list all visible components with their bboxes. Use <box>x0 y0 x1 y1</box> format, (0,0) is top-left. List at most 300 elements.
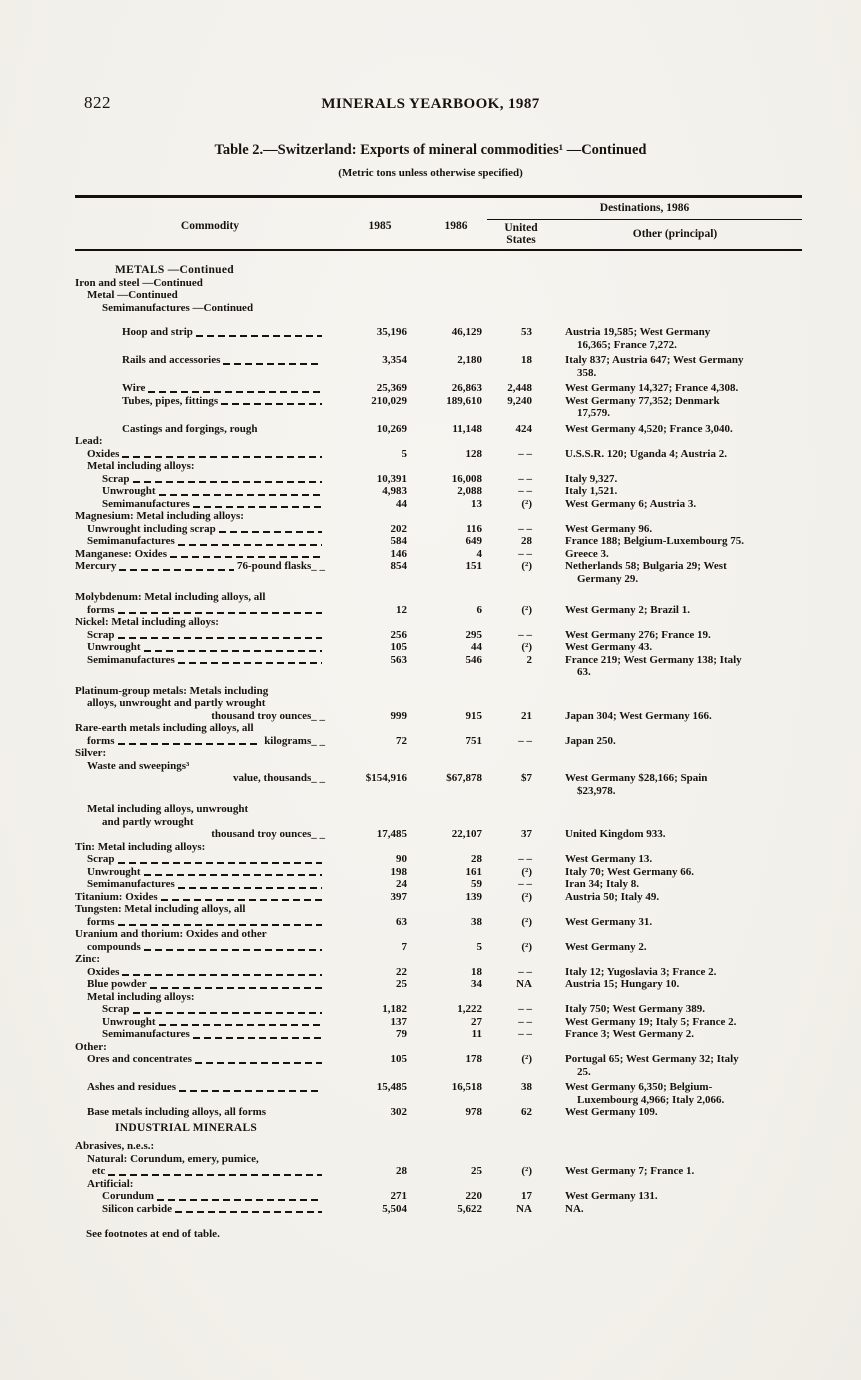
commodity-cell <box>75 941 325 954</box>
value-us-1986: – – <box>518 965 532 978</box>
table-row <box>75 1153 802 1166</box>
value-1985: 4,983 <box>382 485 407 497</box>
table-row <box>75 1190 802 1203</box>
destinations-other-cell <box>565 916 802 929</box>
table-row <box>75 966 802 979</box>
destinations-other-cell <box>565 1203 802 1216</box>
commodity-cell <box>75 966 325 979</box>
destinations-other-cell <box>565 548 802 561</box>
commodity-cell <box>75 423 325 436</box>
value-1986: 25 <box>471 1165 482 1177</box>
destination-line: 63. <box>577 666 591 678</box>
table-subtitle: (Metric tons unless otherwise specified) <box>338 167 523 179</box>
value-1986: 59 <box>471 878 482 890</box>
destinations-other-cell <box>565 1028 802 1041</box>
commodity-label: Platinum-group metals: Metals including <box>75 684 269 697</box>
value-1985: 854 <box>390 560 407 572</box>
destinations-other-cell <box>565 772 802 797</box>
destinations-other-cell <box>565 891 802 904</box>
table-row <box>75 560 802 585</box>
value-1985: 3,354 <box>382 354 407 366</box>
value-1986: 295 <box>465 628 482 641</box>
commodity-cell <box>75 591 325 604</box>
commodity-cell <box>75 978 325 991</box>
dash-leader <box>223 363 322 365</box>
value-1985: 17,485 <box>376 828 407 840</box>
value-us-1986: – – <box>518 522 532 535</box>
table-row <box>75 473 802 486</box>
destination-line: Germany 29. <box>577 572 639 585</box>
commodity-cell <box>75 928 325 941</box>
page-number: 822 <box>84 93 111 112</box>
destination-line: West Germany 131. <box>565 1190 658 1202</box>
value-1986: 26,863 <box>451 382 482 394</box>
destination-line: West Germany 96. <box>565 522 653 535</box>
value-us-1986: – – <box>518 447 532 460</box>
commodity-cell <box>75 395 325 408</box>
value-1986: 34 <box>471 978 482 990</box>
destination-line: 358. <box>577 366 597 379</box>
value-us-1986: – – <box>518 485 532 497</box>
table-row <box>75 1081 802 1106</box>
value-us-1986: 53 <box>521 326 532 338</box>
destination-line: France 3; West Germany 2. <box>565 1028 695 1040</box>
value-1985: 28 <box>396 1165 407 1177</box>
dash-leader <box>175 1211 322 1213</box>
table-row <box>75 760 802 773</box>
value-us-1986: 37 <box>521 828 532 840</box>
table-row <box>75 485 802 498</box>
commodity-label: Tubes, pipes, fittings <box>122 394 219 407</box>
value-1986: 1,222 <box>457 1003 482 1015</box>
destinations-other-cell <box>565 395 802 420</box>
value-1986: 178 <box>465 1053 482 1065</box>
value-1986: 46,129 <box>451 326 482 338</box>
commodity-cell <box>75 803 325 816</box>
commodity-cell <box>75 816 325 829</box>
commodity-label: Scrap <box>87 853 115 865</box>
commodity-label: Iron and steel —Continued <box>75 276 203 289</box>
table-row <box>75 803 802 816</box>
commodity-cell <box>75 1081 325 1094</box>
value-us-1986: 21 <box>521 709 532 722</box>
value-1986: 18 <box>471 965 482 978</box>
dash-leader <box>122 974 322 976</box>
commodity-cell <box>75 735 325 748</box>
table-row <box>75 641 802 654</box>
column-header-commodity: Commodity <box>180 220 240 232</box>
value-1985: 271 <box>390 1190 407 1202</box>
commodity-label: Nickel: Metal including alloys: <box>75 616 219 628</box>
commodity-cell <box>75 953 325 966</box>
value-1985: 584 <box>390 535 407 547</box>
table-row <box>75 277 802 290</box>
commodity-label: Manganese: Oxides <box>75 547 167 560</box>
commodity-label: Unwrought <box>102 1015 156 1028</box>
value-us-1986: NA <box>516 1202 532 1215</box>
commodity-cell <box>75 302 325 315</box>
commodity-cell <box>75 1028 325 1041</box>
value-1985: 146 <box>390 547 407 560</box>
table-row <box>75 1016 802 1029</box>
commodity-label: and partly wrought <box>102 815 194 828</box>
commodity-label: Magnesium: Metal including alloys: <box>75 510 244 522</box>
table-row <box>75 289 802 302</box>
commodity-cell <box>75 866 325 879</box>
commodity-label: Uranium and thorium: Oxides and other <box>75 928 267 940</box>
commodity-label: Waste and sweepings³ <box>87 759 190 772</box>
commodity-cell <box>75 326 325 339</box>
destinations-other-cell <box>565 498 802 511</box>
dash-leader <box>179 1090 322 1092</box>
commodity-label: Semimanufactures <box>87 535 175 547</box>
dash-leader <box>118 743 262 745</box>
table-row <box>75 722 802 735</box>
destination-line: West Germany 2. <box>565 940 647 953</box>
commodity-label: forms <box>87 734 115 747</box>
table-row <box>75 916 802 929</box>
column-header-1986: 1986 <box>444 220 468 232</box>
united-states-line2: States <box>506 233 536 246</box>
commodity-label: etc <box>92 1165 106 1177</box>
destinations-other-cell <box>565 828 802 841</box>
table-row <box>75 382 802 395</box>
value-us-1986: – – <box>518 472 532 485</box>
value-1985: 202 <box>390 522 407 535</box>
destinations-other-cell <box>565 641 802 654</box>
table-row <box>75 991 802 1004</box>
destinations-other-cell <box>565 1165 802 1178</box>
value-1985: 10,269 <box>376 422 407 435</box>
value-us-1986: – – <box>518 1015 532 1028</box>
value-us-1986: (²) <box>521 940 532 953</box>
value-1985: 105 <box>390 1053 407 1065</box>
value-1985: 24 <box>396 878 407 890</box>
dash-leader <box>133 1012 323 1014</box>
commodity-cell <box>75 1140 325 1153</box>
destination-line: West Germany 2; Brazil 1. <box>565 603 690 616</box>
value-1985: 210,029 <box>371 394 407 407</box>
destination-line: Italy 837; Austria 647; West Germany <box>565 354 744 366</box>
destinations-other-cell <box>565 1106 802 1119</box>
table-title: Table 2.—Switzerland: Exports of mineral commodities¹ —Continued <box>214 142 647 158</box>
commodity-label: forms <box>87 603 115 616</box>
section-row <box>75 1122 802 1135</box>
destination-line: Iran 34; Italy 8. <box>565 878 639 890</box>
column-header-1985: 1985 <box>368 220 392 232</box>
destination-line: Portugal 65; West Germany 32; Italy <box>565 1053 739 1065</box>
value-1986: 16,518 <box>451 1081 482 1093</box>
table-row <box>75 354 802 379</box>
commodity-label: Ores and concentrates <box>87 1053 192 1065</box>
value-1985: $154,916 <box>365 772 407 784</box>
value-us-1986: 424 <box>515 422 532 435</box>
value-us-1986: 9,240 <box>507 394 532 407</box>
value-us-1986: (²) <box>521 890 532 903</box>
value-1986: 161 <box>465 865 482 878</box>
commodity-label: Unwrought including scrap <box>87 522 216 535</box>
dash-leader <box>219 531 322 533</box>
destination-line: Luxembourg 4,966; Italy 2,066. <box>577 1093 725 1106</box>
table-row <box>75 1041 802 1054</box>
commodity-label: Metal including alloys, unwrought <box>87 803 249 815</box>
dash-leader <box>178 662 322 664</box>
commodity-label: Titanium: Oxides <box>75 890 158 903</box>
commodity-cell <box>75 1041 325 1054</box>
commodity-cell <box>75 853 325 866</box>
commodity-label: Lead: <box>75 435 103 447</box>
commodity-cell <box>75 878 325 891</box>
commodity-label: Rare-earth metals including alloys, all <box>75 722 254 734</box>
commodity-label: thousand troy ounces_ _ <box>211 828 325 840</box>
table-row <box>75 866 802 879</box>
commodity-cell <box>75 1106 325 1119</box>
commodity-cell <box>75 1003 325 1016</box>
destinations-other-cell <box>565 535 802 548</box>
table-row <box>75 1203 802 1216</box>
dash-leader <box>196 335 322 337</box>
value-1986: 11,148 <box>452 422 482 435</box>
table-row <box>75 548 802 561</box>
destination-line: Netherlands 58; Bulgaria 29; West <box>565 560 727 572</box>
destinations-other-cell <box>565 448 802 461</box>
commodity-cell <box>75 460 325 473</box>
value-1986: 4 <box>476 547 482 560</box>
destinations-other-cell <box>565 354 802 379</box>
commodity-cell <box>75 277 325 290</box>
destinations-other-cell <box>565 966 802 979</box>
commodity-label: Semimanufactures —Continued <box>102 301 254 314</box>
dash-leader <box>118 612 323 614</box>
value-1985: 302 <box>390 1106 407 1118</box>
table-row <box>75 460 802 473</box>
table-row <box>75 772 802 797</box>
table-row <box>75 816 802 829</box>
table-row <box>75 853 802 866</box>
table-row <box>75 423 802 436</box>
dash-leader <box>193 506 322 508</box>
value-us-1986: (²) <box>521 560 532 572</box>
commodity-label: Natural: Corundum, emery, pumice, <box>87 1152 259 1165</box>
destination-line: Italy 750; West Germany 389. <box>565 1003 706 1015</box>
commodity-label: Scrap <box>102 472 130 485</box>
destinations-other-cell <box>565 853 802 866</box>
commodity-cell <box>75 1203 325 1216</box>
value-us-1986: 17 <box>521 1190 532 1202</box>
commodity-label: Semimanufactures <box>87 878 175 890</box>
destinations-other-cell <box>565 1003 802 1016</box>
value-1986: 139 <box>465 890 482 903</box>
dash-leader <box>170 556 322 558</box>
value-1985: 25,369 <box>376 382 407 394</box>
destinations-other-cell <box>565 423 802 436</box>
table-row <box>75 891 802 904</box>
commodity-cell <box>75 747 325 760</box>
destination-line: West Germany 13. <box>565 853 653 865</box>
value-1986: 128 <box>465 447 482 460</box>
commodity-label: Oxides <box>87 965 120 978</box>
commodity-cell <box>75 991 325 1004</box>
destination-line: West Germany $28,166; Spain <box>565 772 708 784</box>
commodity-label: Semimanufactures <box>102 1028 190 1040</box>
value-us-1986: – – <box>518 734 532 747</box>
destinations-other-cell <box>565 735 802 748</box>
commodity-cell <box>75 473 325 486</box>
united-states-line1: United <box>504 222 538 234</box>
commodity-cell <box>75 548 325 561</box>
commodity-cell <box>75 722 325 735</box>
dash-leader <box>144 949 322 951</box>
row-gap <box>75 314 802 326</box>
commodity-cell <box>75 498 325 511</box>
table-row <box>75 903 802 916</box>
destination-line: France 219; West Germany 138; Italy <box>565 653 742 666</box>
commodity-cell <box>75 1153 325 1166</box>
destination-line: 17,579. <box>577 407 610 419</box>
value-us-1986: – – <box>518 1028 532 1040</box>
value-1986: 978 <box>465 1106 482 1118</box>
commodity-label: Silicon carbide <box>102 1202 172 1215</box>
commodity-cell <box>75 760 325 773</box>
running-title: MINERALS YEARBOOK, 1987 <box>321 96 540 112</box>
value-1985: 22 <box>396 965 407 978</box>
dash-leader <box>178 887 322 889</box>
destination-line: Japan 250. <box>565 734 616 747</box>
value-us-1986: (²) <box>521 497 532 510</box>
value-us-1986: 2,448 <box>507 382 532 394</box>
destination-line: Italy 70; West Germany 66. <box>565 865 695 878</box>
commodity-label: Semimanufactures <box>102 497 190 510</box>
destination-line: NA. <box>565 1202 584 1215</box>
commodity-cell <box>75 1165 325 1178</box>
commodity-cell <box>75 1190 325 1203</box>
value-us-1986: – – <box>518 628 532 641</box>
value-1986: 915 <box>465 709 482 722</box>
destination-line: West Germany 6; Austria 3. <box>565 497 697 510</box>
commodity-label: Scrap <box>102 1003 130 1015</box>
commodity-label: Tin: Metal including alloys: <box>75 840 206 853</box>
destinations-other-cell <box>565 326 802 351</box>
commodity-cell <box>75 510 325 523</box>
commodity-cell <box>75 604 325 617</box>
commodity-label: Semimanufactures <box>87 653 175 666</box>
value-1985: 44 <box>396 497 407 510</box>
value-1986: 16,008 <box>451 472 482 485</box>
footnote: See footnotes at end of table. <box>86 1228 220 1240</box>
value-1985: 105 <box>390 641 407 653</box>
value-1985: 15,485 <box>376 1081 407 1093</box>
destination-line: West Germany 109. <box>565 1106 658 1118</box>
value-1985: 5,504 <box>382 1202 407 1215</box>
commodity-label: Zinc: <box>75 953 101 965</box>
value-1985: 90 <box>396 853 407 865</box>
commodity-label: Tungsten: Metal including alloys, all <box>75 903 246 915</box>
dash-leader <box>178 544 322 546</box>
value-1986: 11 <box>471 1028 482 1040</box>
value-1986: 189,610 <box>446 394 482 407</box>
dash-leader <box>193 1037 322 1039</box>
value-1985: 12 <box>396 603 407 616</box>
commodity-cell <box>75 841 325 854</box>
destination-line: West Germany 276; France 19. <box>565 628 711 641</box>
section-heading: METALS —Continued <box>115 264 234 276</box>
table-row <box>75 1165 802 1178</box>
destination-line: 16,365; France 7,272. <box>577 338 677 351</box>
table-row <box>75 878 802 891</box>
value-1986: 220 <box>465 1190 482 1202</box>
destinations-other-cell <box>565 629 802 642</box>
destinations-other-cell <box>565 710 802 723</box>
value-1986: 151 <box>465 560 482 572</box>
value-us-1986: (²) <box>521 1165 532 1177</box>
table-row <box>75 326 802 351</box>
commodity-cell <box>75 916 325 929</box>
value-1986: 546 <box>465 653 482 666</box>
value-1985: 397 <box>390 890 407 903</box>
value-1986: 116 <box>466 522 482 535</box>
dash-leader <box>159 1024 322 1026</box>
table-row <box>75 747 802 760</box>
value-us-1986: 38 <box>521 1081 532 1093</box>
destination-line: Austria 15; Hungary 10. <box>565 978 680 990</box>
commodity-cell <box>75 523 325 536</box>
destination-line: Japan 304; West Germany 166. <box>565 709 712 722</box>
table-row <box>75 697 802 710</box>
destination-line: West Germany 7; France 1. <box>565 1165 695 1177</box>
section-heading: INDUSTRIAL MINERALS <box>115 1121 258 1134</box>
table-row <box>75 448 802 461</box>
destination-line: Austria 50; Italy 49. <box>565 890 660 903</box>
commodity-label: Wire <box>122 382 146 394</box>
commodity-cell <box>75 641 325 654</box>
table-row <box>75 1028 802 1041</box>
dash-leader <box>148 391 322 393</box>
table-row <box>75 1053 802 1078</box>
commodity-label: Molybdenum: Metal including alloys, all <box>75 591 266 603</box>
commodity-cell <box>75 448 325 461</box>
value-1985: 5 <box>401 447 407 460</box>
table-row <box>75 735 802 748</box>
commodity-label: Corundum <box>102 1190 154 1202</box>
destination-line: 25. <box>577 1065 591 1078</box>
destination-line: France 188; Belgium-Luxembourg 75. <box>565 535 745 547</box>
destinations-rule <box>487 219 802 220</box>
table-row <box>75 1106 802 1119</box>
value-1985: 10,391 <box>376 472 407 485</box>
value-1986: 2,088 <box>457 485 482 497</box>
commodity-cell <box>75 772 325 785</box>
destinations-other-cell <box>565 560 802 585</box>
value-us-1986: (²) <box>521 915 532 928</box>
destination-line: Italy 9,327. <box>565 472 618 485</box>
table-row <box>75 591 802 604</box>
destinations-other-cell <box>565 1190 802 1203</box>
destination-line: United Kingdom 933. <box>565 828 666 840</box>
table-row <box>75 302 802 315</box>
value-us-1986: 2 <box>526 653 532 666</box>
destination-line: $23,978. <box>577 784 616 797</box>
dash-leader <box>161 899 322 901</box>
dash-leader <box>118 862 323 864</box>
commodity-label: Blue powder <box>87 978 147 990</box>
value-us-1986: – – <box>518 878 532 890</box>
table-row <box>75 498 802 511</box>
table-row <box>75 604 802 617</box>
table-row <box>75 1140 802 1153</box>
table-row <box>75 928 802 941</box>
commodity-cell <box>75 629 325 642</box>
value-1985: 563 <box>390 653 407 666</box>
